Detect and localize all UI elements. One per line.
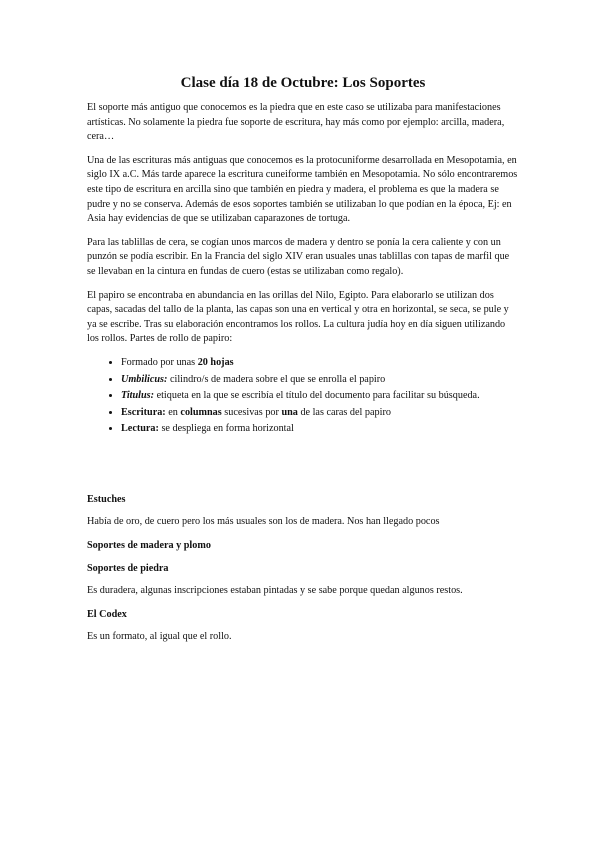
list-item: • Titulus: etiqueta en la que se escribía el título del documento para facilitar su búsqueda. [121, 389, 519, 404]
papyrus-parts-list [87, 356, 519, 437]
paragraph: Una de las escrituras más antiguas que conocemos es la protocuniforme desarrollada en Mesopotamia, en siglo IX a.C. Más tarde aparece la escritura cuneiforme también en Mesopotamia. No sólo encontraremos este tipo de escritura en arcilla sino que también en piedra y madera, el problema es que la madera se pudre y no se conserva. Además de esos soportes también se utilizaban lo que podían en la época, Ej: en Asia hay evidencias de que se utilizaban caparazones de tortuga. [87, 154, 518, 225]
section-heading-codex: El Codex [87, 608, 127, 620]
list-item: • Formado por unas 20 hojas [121, 356, 519, 371]
document-body [87, 74, 519, 654]
section-heading-piedra: Soportes de piedra [87, 562, 169, 574]
section-heading-estuches: Estuches [87, 493, 126, 505]
paragraph: Es un formato, al igual que el rollo. [87, 631, 232, 643]
paragraph: El papiro se encontraba en abundancia en las orillas del Nilo, Egipto. Para elaborarlo se utilizan dos capas, sacadas del tallo de la planta, las capas son una en vertical y otra en horizontal, se seca, se pule y ya se escribe. Tras su elaboración encontramos los rollos. La cultura judía hoy en día siguen utilizando los rollos. Partes de rollo de papiro: [87, 289, 509, 345]
paragraph: Para las tablillas de cera, se cogían unos marcos de madera y dentro se ponía la cera caliente y con un punzón se podía escribir. En la Francia del siglo XIV eran usuales unas tablillas con tapas de marfil que se llevaban en la cintura en fundas de cuero (estas se utilizaban como regalo). [87, 236, 510, 277]
paragraph: El soporte más antiguo que conocemos es la piedra que en este caso se utilizaba para manifestaciones artísticas. No solamente la piedra fue soporte de escritura, hay más como por ejemplo: arcilla, madera, cera… [87, 102, 505, 143]
blank-space [87, 439, 519, 493]
paragraph: Es duradera, algunas inscripciones estaban pintadas y se sabe porque quedan algunos restos. [87, 585, 463, 597]
page-title: Clase día 18 de Octubre: Los Soportes [180, 75, 426, 91]
paragraph: Había de oro, de cuero pero los más usuales son los de madera. Nos han llegado pocos [87, 516, 440, 528]
list-item: • Lectura: se despliega en forma horizontal [121, 422, 519, 437]
section-heading-madera-plomo: Soportes de madera y plomo [87, 540, 211, 552]
list-item: • Escritura: en columnas sucesivas por una de las caras del papiro [121, 406, 519, 421]
list-item: • Umbilicus: cilindro/s de madera sobre el que se enrolla el papiro [121, 373, 519, 388]
